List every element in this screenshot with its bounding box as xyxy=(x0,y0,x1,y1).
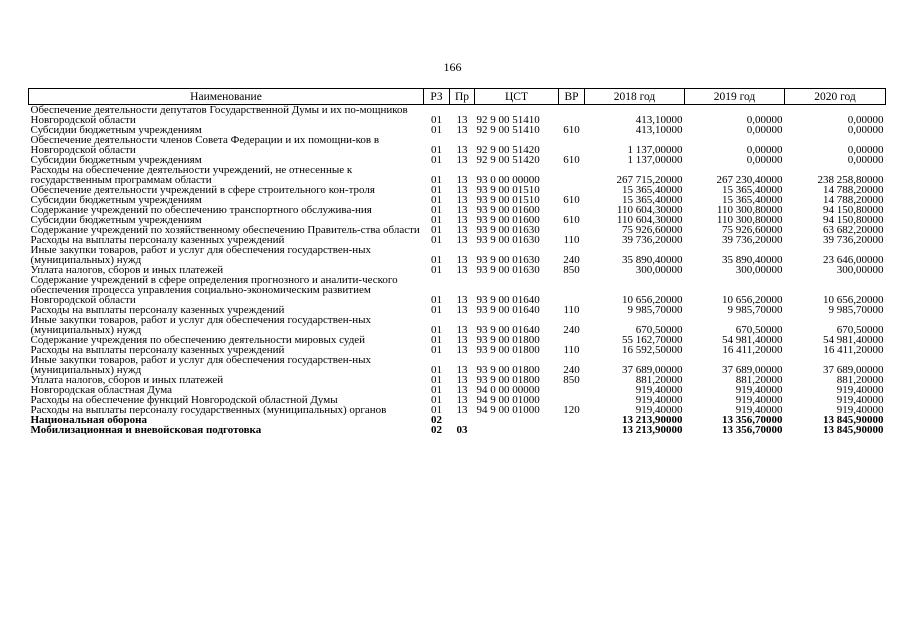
row-2020: 0,00000 xyxy=(847,144,884,156)
row-2019: 37 689,00000 xyxy=(722,364,783,376)
page-number: 166 xyxy=(443,60,462,74)
row-2020: 23 646,00000 xyxy=(823,254,884,266)
row-cst: 93 9 00 01630 xyxy=(476,254,540,266)
row-2020: 238 258,80000 xyxy=(817,174,884,186)
row-2020: 881,20000 xyxy=(836,374,884,386)
row-rz: 01 xyxy=(431,394,442,406)
table-row xyxy=(29,245,886,265)
row-vr: 610 xyxy=(563,154,580,166)
row-2019: 670,50000 xyxy=(735,324,783,336)
row-rz: 01 xyxy=(431,194,442,206)
row-name: Содержание учреждений по хозяйственному обеспечению Правитель-ства области xyxy=(30,224,420,236)
row-2018: 881,20000 xyxy=(635,374,683,386)
row-rz: 01 xyxy=(431,144,442,156)
row-rz: 01 xyxy=(431,374,442,386)
row-2019: 35 890,40000 xyxy=(722,254,783,266)
row-2018: 39 736,20000 xyxy=(622,234,683,246)
row-vr: 240 xyxy=(563,324,580,336)
row-2020: 919,40000 xyxy=(836,394,884,406)
row-2018: 9 985,70000 xyxy=(627,304,683,316)
row-2019: 110 300,80000 xyxy=(716,204,783,216)
row-2019: 13 356,70000 xyxy=(722,424,783,436)
row-name: Содержание учреждений в сфере определения прогнозного и аналити-ческого обеспечения процесса управления социально-экономическим развитием Новгородской области xyxy=(30,274,398,306)
table-body xyxy=(29,105,886,436)
row-2020: 54 981,40000 xyxy=(823,334,884,346)
row-vr: 110 xyxy=(563,304,580,316)
row-rz: 02 xyxy=(431,414,442,426)
row-2019: 919,40000 xyxy=(735,404,783,416)
row-pr: 13 xyxy=(456,124,468,136)
row-2020: 0,00000 xyxy=(847,114,884,126)
row-2020: 16 411,20000 xyxy=(823,344,884,356)
row-2019: 267 230,40000 xyxy=(716,174,783,186)
row-cst: 92 9 00 51410 xyxy=(476,114,540,126)
row-2020: 39 736,20000 xyxy=(823,234,884,246)
row-cst: 93 9 00 01600 xyxy=(476,204,540,216)
row-name: Субсидии бюджетным учреждениям xyxy=(30,124,202,136)
row-rz: 02 xyxy=(431,424,442,436)
row-vr xyxy=(559,415,585,425)
row-vr: 240 xyxy=(563,254,580,266)
row-rz: 01 xyxy=(431,234,442,246)
row-rz: 01 xyxy=(431,364,442,376)
table-row xyxy=(29,315,886,335)
row-2019: 9 985,70000 xyxy=(727,304,783,316)
row-pr: 13 xyxy=(456,194,468,206)
row-cst: 93 9 00 01640 xyxy=(476,294,540,306)
row-cst: 92 9 00 51420 xyxy=(476,154,540,166)
row-vr xyxy=(559,165,585,185)
row-2020: 94 150,80000 xyxy=(823,204,884,216)
row-cst xyxy=(475,415,559,425)
row-2020: 670,50000 xyxy=(836,324,884,336)
row-2018: 1 137,00000 xyxy=(627,144,683,156)
row-2019: 919,40000 xyxy=(735,384,783,396)
header-cst: ЦСТ xyxy=(475,89,559,105)
row-cst: 93 9 00 01630 xyxy=(476,234,540,246)
row-2019: 0,00000 xyxy=(746,144,783,156)
row-cst: 94 9 00 01000 xyxy=(476,404,540,416)
row-name: Уплата налогов, сборов и иных платежей xyxy=(30,374,224,386)
row-pr: 13 xyxy=(456,184,468,196)
row-2020: 14 788,20000 xyxy=(823,184,884,196)
row-2019: 0,00000 xyxy=(746,114,783,126)
row-cst: 93 9 00 01640 xyxy=(476,324,540,336)
row-cst: 93 9 00 01510 xyxy=(476,184,540,196)
row-vr: 240 xyxy=(563,364,580,376)
row-pr: 13 xyxy=(456,394,468,406)
row-2019: 919,40000 xyxy=(735,394,783,406)
row-rz: 01 xyxy=(431,294,442,306)
table-row xyxy=(29,165,886,185)
header-2020: 2020 год xyxy=(785,89,886,105)
row-pr: 13 xyxy=(456,384,468,396)
row-2019: 10 656,20000 xyxy=(722,294,783,306)
row-cst: 93 9 00 01510 xyxy=(476,194,540,206)
row-name: Иные закупки товаров, работ и услуг для обеспечения государствен-ных (муниципальных) нужд xyxy=(30,244,372,266)
table-row xyxy=(29,355,886,375)
row-cst xyxy=(475,425,559,435)
row-name: Расходы на выплаты персоналу казенных учреждений xyxy=(30,234,285,246)
row-2018: 413,10000 xyxy=(635,114,683,126)
row-2020: 0,00000 xyxy=(847,154,884,166)
row-vr: 610 xyxy=(563,214,580,226)
row-vr xyxy=(559,105,585,126)
row-2019: 54 981,40000 xyxy=(722,334,783,346)
row-name: Обеспечение деятельности членов Совета Федерации и их помощни-ков в Новгородской области xyxy=(30,134,380,156)
row-vr: 610 xyxy=(563,124,580,136)
row-cst: 93 9 00 01800 xyxy=(476,364,540,376)
table-row xyxy=(29,425,886,435)
row-2019: 0,00000 xyxy=(746,124,783,136)
row-vr: 850 xyxy=(563,264,580,276)
row-name: Обеспечение деятельности учреждений в сфере строительного кон-троля xyxy=(30,184,375,196)
row-2018: 1 137,00000 xyxy=(627,154,683,166)
row-name: Субсидии бюджетным учреждениям xyxy=(30,194,202,206)
row-2018: 15 365,40000 xyxy=(622,194,683,206)
header-2018: 2018 год xyxy=(585,89,685,105)
row-pr: 13 xyxy=(456,114,468,126)
row-pr: 13 xyxy=(456,294,468,306)
budget-table xyxy=(28,88,886,435)
row-2019: 0,00000 xyxy=(746,154,783,166)
row-2018: 10 656,20000 xyxy=(622,294,683,306)
row-name: Иные закупки товаров, работ и услуг для обеспечения государствен-ных (муниципальных) нужд xyxy=(30,314,372,336)
row-vr xyxy=(559,275,585,305)
row-pr: 13 xyxy=(456,344,468,356)
row-rz: 01 xyxy=(431,214,442,226)
row-pr: 13 xyxy=(456,144,468,156)
row-name: Национальная оборона xyxy=(30,414,148,426)
row-rz: 01 xyxy=(431,304,442,316)
row-name: Обеспечение деятельности депутатов Государственной Думы и их по-мощников Новгородской области xyxy=(30,104,408,126)
header-rz: РЗ xyxy=(424,89,450,105)
row-2019: 75 926,60000 xyxy=(722,224,783,236)
row-cst: 92 9 00 51410 xyxy=(476,124,540,136)
row-vr: 120 xyxy=(563,404,580,416)
row-2019: 15 365,40000 xyxy=(722,194,783,206)
row-pr: 13 xyxy=(456,224,468,236)
row-2019: 39 736,20000 xyxy=(722,234,783,246)
row-2020: 13 845,90000 xyxy=(823,424,884,436)
row-2018: 919,40000 xyxy=(635,394,683,406)
row-cst: 93 9 00 01800 xyxy=(476,334,540,346)
row-name: Новгородская областная Дума xyxy=(30,384,172,396)
row-pr: 03 xyxy=(456,424,468,436)
row-rz: 01 xyxy=(431,184,442,196)
row-name: Расходы на обеспечение деятельности учреждений, не отнесенные к государственным программам области xyxy=(30,164,353,186)
row-name: Субсидии бюджетным учреждениям xyxy=(30,154,202,166)
row-2020: 63 682,20000 xyxy=(823,224,884,236)
row-2019: 110 300,80000 xyxy=(716,214,783,226)
row-rz: 01 xyxy=(431,334,442,346)
row-2020: 919,40000 xyxy=(836,404,884,416)
header-pr: Пр xyxy=(450,89,475,105)
row-2020: 10 656,20000 xyxy=(823,294,884,306)
row-name: Расходы на выплаты персоналу казенных учреждений xyxy=(30,344,285,356)
row-2018: 110 604,30000 xyxy=(616,214,683,226)
row-cst: 93 9 00 01640 xyxy=(476,304,540,316)
row-rz: 01 xyxy=(431,264,442,276)
row-2018: 919,40000 xyxy=(635,384,683,396)
row-2018: 670,50000 xyxy=(635,324,683,336)
row-name: Мобилизационная и вневойсковая подготовка xyxy=(30,424,262,436)
row-pr: 13 xyxy=(456,334,468,346)
row-rz: 01 xyxy=(431,254,442,266)
row-vr xyxy=(559,385,585,395)
row-pr: 13 xyxy=(456,254,468,266)
row-rz: 01 xyxy=(431,344,442,356)
row-name: Субсидии бюджетным учреждениям xyxy=(30,214,202,226)
row-2018: 919,40000 xyxy=(635,404,683,416)
row-2020: 37 689,00000 xyxy=(823,364,884,376)
row-pr: 13 xyxy=(456,324,468,336)
row-cst: 92 9 00 51420 xyxy=(476,144,540,156)
row-pr: 13 xyxy=(456,154,468,166)
row-2018: 35 890,40000 xyxy=(622,254,683,266)
row-rz: 01 xyxy=(431,124,442,136)
row-name: Расходы на выплаты персоналу казенных учреждений xyxy=(30,304,285,316)
row-rz: 01 xyxy=(431,224,442,236)
row-cst: 93 9 00 01800 xyxy=(476,344,540,356)
row-2019: 300,00000 xyxy=(735,264,783,276)
row-vr: 610 xyxy=(563,194,580,206)
header-vr: ВР xyxy=(559,89,585,105)
row-pr: 13 xyxy=(456,204,468,216)
row-2020: 9 985,70000 xyxy=(828,304,884,316)
row-2018: 13 213,90000 xyxy=(622,414,683,426)
row-2019: 881,20000 xyxy=(735,374,783,386)
row-2020: 0,00000 xyxy=(847,124,884,136)
row-2020: 919,40000 xyxy=(836,384,884,396)
row-2020: 94 150,80000 xyxy=(823,214,884,226)
table-row xyxy=(29,105,886,126)
row-pr: 13 xyxy=(456,214,468,226)
row-2018: 110 604,30000 xyxy=(616,204,683,216)
row-name: Содержание учреждений по обеспечению транспортного обслужива-ния xyxy=(30,204,372,216)
row-vr xyxy=(559,425,585,435)
row-pr: 13 xyxy=(456,364,468,376)
table-row xyxy=(29,275,886,305)
row-name: Содержание учреждения по обеспечению деятельности мировых судей xyxy=(30,334,366,346)
row-pr: 13 xyxy=(456,174,468,186)
row-name: Расходы на обеспечение функций Новгородской областной Думы xyxy=(30,394,338,406)
header-2019: 2019 год xyxy=(685,89,785,105)
row-pr: 13 xyxy=(456,234,468,246)
row-2018: 267 715,20000 xyxy=(616,174,683,186)
row-vr: 110 xyxy=(563,344,580,356)
row-2020: 300,00000 xyxy=(836,264,884,276)
row-rz: 01 xyxy=(431,404,442,416)
table-row xyxy=(29,135,886,155)
row-cst: 93 9 00 01630 xyxy=(476,224,540,236)
row-name: Иные закупки товаров, работ и услуг для обеспечения государствен-ных (муниципальных) нужд xyxy=(30,354,372,376)
row-2018: 413,10000 xyxy=(635,124,683,136)
header-name: Наименование xyxy=(29,89,424,105)
row-cst: 94 0 00 00000 xyxy=(476,384,540,396)
row-rz: 01 xyxy=(431,204,442,216)
row-rz: 01 xyxy=(431,154,442,166)
row-vr: 110 xyxy=(563,234,580,246)
row-cst: 93 9 00 01600 xyxy=(476,214,540,226)
row-rz: 01 xyxy=(431,384,442,396)
table-header-row xyxy=(29,89,886,105)
row-2018: 13 213,90000 xyxy=(622,424,683,436)
row-2019: 13 356,70000 xyxy=(722,414,783,426)
row-cst: 93 0 00 00000 xyxy=(476,174,540,186)
row-rz: 01 xyxy=(431,324,442,336)
row-name: Расходы на выплаты персоналу государственных (муниципальных) органов xyxy=(30,404,387,416)
row-pr: 13 xyxy=(456,374,468,386)
row-vr xyxy=(559,135,585,155)
row-pr: 13 xyxy=(456,264,468,276)
row-2018: 16 592,50000 xyxy=(622,344,683,356)
row-2020: 13 845,90000 xyxy=(823,414,884,426)
row-cst: 93 9 00 01800 xyxy=(476,374,540,386)
row-2018: 15 365,40000 xyxy=(622,184,683,196)
row-cst: 93 9 00 01630 xyxy=(476,264,540,276)
row-2020: 14 788,20000 xyxy=(823,194,884,206)
row-rz: 01 xyxy=(431,174,442,186)
row-2018: 300,00000 xyxy=(635,264,683,276)
row-2019: 15 365,40000 xyxy=(722,184,783,196)
row-2018: 37 689,00000 xyxy=(622,364,683,376)
row-2018: 55 162,70000 xyxy=(622,334,683,346)
row-vr: 850 xyxy=(563,374,580,386)
row-rz: 01 xyxy=(431,114,442,126)
row-pr: 13 xyxy=(456,304,468,316)
row-pr: 13 xyxy=(456,404,468,416)
row-name: Уплата налогов, сборов и иных платежей xyxy=(30,264,224,276)
row-cst: 94 9 00 01000 xyxy=(476,394,540,406)
row-2019: 16 411,20000 xyxy=(722,344,783,356)
row-2018: 75 926,60000 xyxy=(622,224,683,236)
